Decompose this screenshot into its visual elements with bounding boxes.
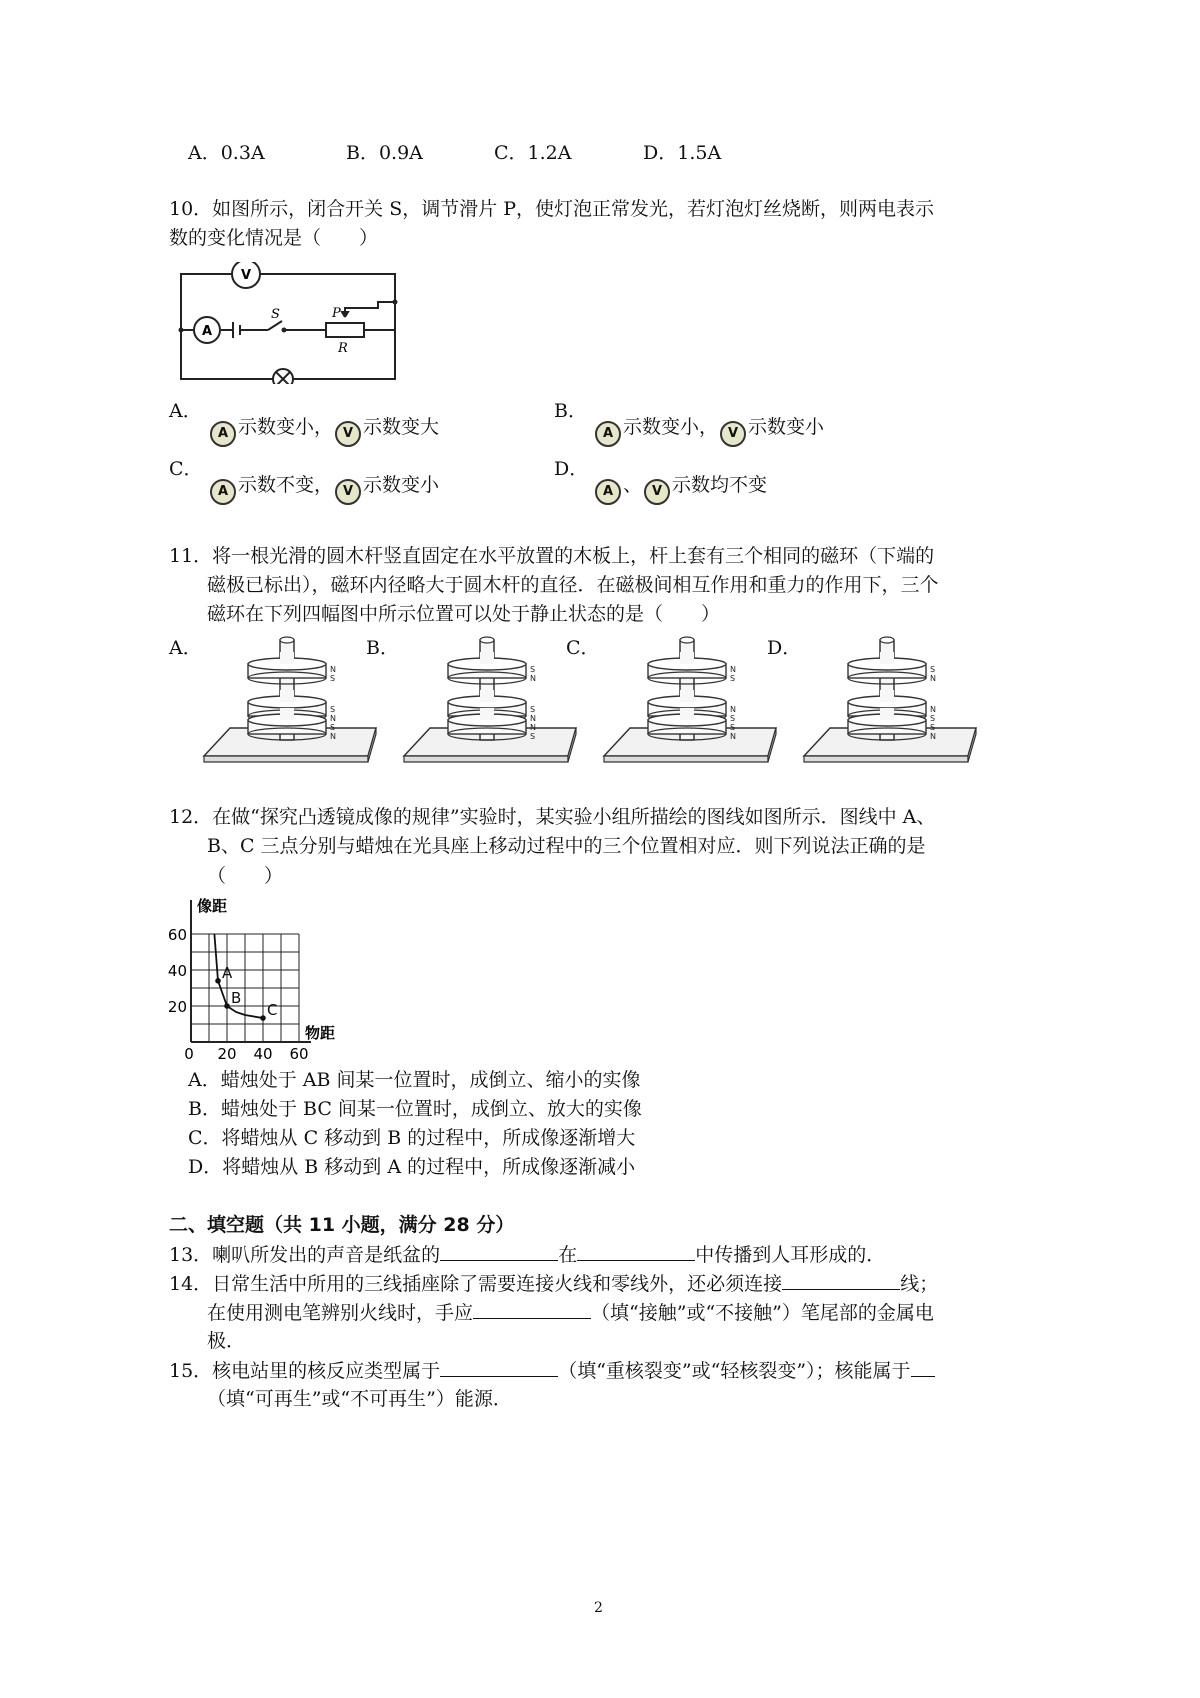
q15-line1 bbox=[169, 1356, 935, 1385]
q10-resistor-label: R bbox=[338, 341, 348, 356]
pole-label: S bbox=[530, 732, 536, 741]
rod-segment bbox=[680, 690, 694, 702]
magnet-figure-d bbox=[804, 637, 976, 762]
pole-label: N bbox=[530, 714, 536, 723]
pole-label: N bbox=[530, 723, 536, 732]
q15-text: （填“重核裂变”或“轻核裂变”）；核能属于 bbox=[558, 1360, 911, 1382]
x-tick-label: 20 bbox=[217, 1045, 237, 1060]
pole-label: S bbox=[930, 714, 936, 723]
option-text: 、 bbox=[623, 474, 643, 496]
q10-ammeter-label: A bbox=[201, 324, 213, 339]
q13-text: 在 bbox=[558, 1244, 578, 1266]
rod-segment bbox=[880, 690, 894, 702]
point-B bbox=[224, 1003, 230, 1009]
pole-label: S bbox=[330, 674, 336, 683]
point-C bbox=[260, 1015, 266, 1021]
q12-option-d: D．将蜡烛从 B 移动到 A 的过程中，所成像逐渐减小 bbox=[188, 1156, 636, 1178]
rod-segment bbox=[480, 708, 494, 720]
q10-slider-label: P bbox=[332, 306, 341, 321]
q9-option-a: A．0.3A bbox=[188, 142, 265, 164]
q14-text: 在使用测电笔辨别火线时，手应 bbox=[207, 1302, 474, 1324]
pole-label: S bbox=[930, 665, 936, 674]
voltmeter-icon: V bbox=[720, 421, 746, 447]
ammeter-icon: A bbox=[595, 421, 621, 447]
option-text: 示数变大 bbox=[363, 416, 440, 438]
y-axis-label: 像距 bbox=[197, 897, 228, 915]
voltmeter-icon: V bbox=[335, 421, 361, 447]
q13-blank-1[interactable] bbox=[440, 1240, 558, 1261]
q12-option-b: B．蜡烛处于 BC 间某一位置时，成倒立、放大的实像 bbox=[188, 1098, 642, 1120]
x-tick-label: 40 bbox=[253, 1045, 273, 1060]
point-label-C: C bbox=[267, 1001, 278, 1020]
rod-segment bbox=[280, 690, 294, 702]
q10-option-a bbox=[169, 402, 202, 429]
rod-segment bbox=[480, 652, 494, 664]
q12-stem-line2: B、C 三点分别与蜡烛在光具座上移动过程中的三个位置相对应．则下列说法正确的是 bbox=[207, 835, 926, 857]
q12-option-c: C．将蜡烛从 C 移动到 B 的过程中，所成像逐渐增大 bbox=[188, 1127, 636, 1149]
q10-option-b bbox=[554, 402, 587, 429]
x-tick-label: 0 bbox=[184, 1045, 194, 1060]
rod-segment bbox=[880, 708, 894, 720]
pole-label: N bbox=[730, 705, 736, 714]
pole-label: S bbox=[730, 714, 736, 723]
option-text: 示数均不变 bbox=[672, 474, 768, 496]
q11-label-d: D． bbox=[767, 637, 802, 659]
rod-top bbox=[880, 637, 894, 643]
q12-stem-line1: 12．在做“探究凸透镜成像的规律”实验时，某实验小组所描绘的图线如图所示．图线中 A、 bbox=[169, 806, 936, 828]
q11-stem-line3: 磁环在下列四幅图中所示位置可以处于静止状态的是（ ） bbox=[207, 603, 721, 625]
rod-segment bbox=[680, 652, 694, 664]
voltmeter-icon: V bbox=[335, 479, 361, 505]
option-label: A． bbox=[169, 400, 202, 422]
y-tick-label: 60 bbox=[167, 926, 187, 944]
pole-label: N bbox=[330, 714, 336, 723]
option-text: 示数变小， bbox=[238, 416, 334, 438]
q10-option-c-body bbox=[208, 470, 439, 505]
board-edge bbox=[204, 756, 368, 762]
ammeter-icon: A bbox=[595, 479, 621, 505]
rod-top bbox=[480, 637, 494, 643]
q10-option-d bbox=[554, 460, 588, 487]
q9-option-c: C．1.2A bbox=[494, 142, 572, 164]
board-edge bbox=[604, 756, 768, 762]
point-label-A: A bbox=[222, 963, 233, 982]
section2-heading: 二、填空题（共 11 小题，满分 28 分） bbox=[169, 1214, 515, 1236]
point-A bbox=[215, 978, 221, 984]
rod-segment bbox=[480, 690, 494, 702]
pole-label: S bbox=[930, 723, 936, 732]
pole-label: S bbox=[330, 705, 336, 714]
rod-top bbox=[680, 637, 694, 643]
option-label: B． bbox=[554, 400, 587, 422]
q15-blank-2[interactable] bbox=[911, 1356, 935, 1377]
pole-label: S bbox=[730, 674, 736, 683]
q11-stem-line1: 11．将一根光滑的圆木杆竖直固定在水平放置的木板上，杆上套有三个相同的磁环（下端的 bbox=[169, 545, 935, 567]
magnet-figure-a bbox=[204, 637, 376, 762]
board-edge bbox=[404, 756, 568, 762]
ammeter-icon: A bbox=[210, 479, 236, 505]
page-number: 2 bbox=[594, 1600, 603, 1616]
ammeter-icon: A bbox=[210, 421, 236, 447]
pole-label: N bbox=[330, 665, 336, 674]
q10-voltmeter-label: V bbox=[240, 268, 252, 283]
q14-blank-2[interactable] bbox=[473, 1298, 591, 1319]
q14-text: 14．日常生活中所用的三线插座除了需要连接火线和零线外，还必须连接 bbox=[169, 1273, 783, 1295]
magnet-figure-c bbox=[604, 637, 776, 762]
q9-option-d: D．1.5A bbox=[643, 142, 722, 164]
q10-option-b-body bbox=[593, 412, 824, 447]
option-text: 示数不变， bbox=[238, 474, 334, 496]
q10-stem-line1: 10．如图所示，闭合开关 S，调节滑片 P，使灯泡正常发光，若灯泡灯丝烧断，则两电表示 bbox=[169, 198, 935, 220]
q10-option-d-body bbox=[593, 470, 767, 505]
q11-stem-line2: 磁极已标出），磁环内径略大于圆木杆的直径．在磁极间相互作用和重力的作用下，三个 bbox=[207, 574, 939, 596]
q15-text: 15．核电站里的核反应类型属于 bbox=[169, 1360, 441, 1382]
q14-text: （填“接触”或“不接触”）笔尾部的金属电 bbox=[591, 1302, 934, 1324]
option-text: 示数变小， bbox=[623, 416, 719, 438]
pole-label: N bbox=[530, 674, 536, 683]
q13 bbox=[169, 1240, 885, 1269]
q9-option-b: B．0.9A bbox=[346, 142, 423, 164]
q11-label-a: A． bbox=[169, 637, 202, 659]
pole-label: N bbox=[730, 665, 736, 674]
q12-chart bbox=[165, 892, 355, 1060]
pole-label: S bbox=[730, 723, 736, 732]
q13-text: 13．喇叭所发出的声音是纸盆的 bbox=[169, 1244, 441, 1266]
q12-stem-line3: （ ） bbox=[207, 865, 284, 887]
rod-segment bbox=[680, 708, 694, 720]
pole-label: S bbox=[530, 705, 536, 714]
y-tick-label: 20 bbox=[167, 998, 187, 1016]
rod-segment bbox=[280, 708, 294, 720]
q13-blank-2[interactable] bbox=[577, 1240, 695, 1261]
option-label: C． bbox=[169, 458, 203, 480]
option-label: D． bbox=[554, 458, 589, 480]
q10-option-a-body bbox=[208, 412, 439, 447]
q14-line2 bbox=[207, 1298, 934, 1327]
pole-label: N bbox=[730, 732, 736, 741]
pole-label: S bbox=[330, 723, 336, 732]
y-tick-label: 40 bbox=[167, 962, 187, 980]
q12-option-a: A．蜡烛处于 AB 间某一位置时，成倒立、缩小的实像 bbox=[188, 1069, 641, 1091]
rod-top bbox=[280, 637, 294, 643]
q10-option-c bbox=[169, 460, 203, 487]
q15-line2: （填“可再生”或“不可再生”）能源． bbox=[207, 1388, 512, 1410]
board-edge bbox=[804, 756, 968, 762]
pole-label: N bbox=[930, 705, 936, 714]
pole-label: S bbox=[530, 665, 536, 674]
q10-stem-line2: 数的变化情况是（ ） bbox=[169, 227, 379, 249]
x-tick-label: 60 bbox=[289, 1045, 309, 1060]
q14-blank-1[interactable] bbox=[782, 1269, 900, 1290]
q14-line1 bbox=[169, 1269, 938, 1298]
q11-figures bbox=[200, 632, 980, 768]
pole-label: N bbox=[330, 732, 336, 741]
option-text: 示数变小 bbox=[748, 416, 825, 438]
q13-text: 中传播到人耳形成的． bbox=[695, 1244, 886, 1266]
rod-segment bbox=[280, 652, 294, 664]
q11-label-b: B． bbox=[366, 637, 399, 659]
q14-line3: 极． bbox=[207, 1330, 246, 1352]
voltmeter-icon: V bbox=[644, 479, 670, 505]
x-axis-label: 物距 bbox=[305, 1024, 336, 1042]
pole-label: N bbox=[930, 732, 936, 741]
magnet-figure-b bbox=[404, 637, 576, 762]
rod-segment bbox=[880, 652, 894, 664]
q14-text: 线； bbox=[900, 1273, 939, 1295]
q10-switch-label: S bbox=[271, 307, 280, 322]
q10-circuit-diagram bbox=[178, 262, 400, 384]
pole-label: N bbox=[930, 674, 936, 683]
q11-label-c: C． bbox=[566, 637, 600, 659]
option-text: 示数变小 bbox=[363, 474, 440, 496]
q15-blank-1[interactable] bbox=[440, 1356, 558, 1377]
point-label-B: B bbox=[231, 989, 242, 1007]
